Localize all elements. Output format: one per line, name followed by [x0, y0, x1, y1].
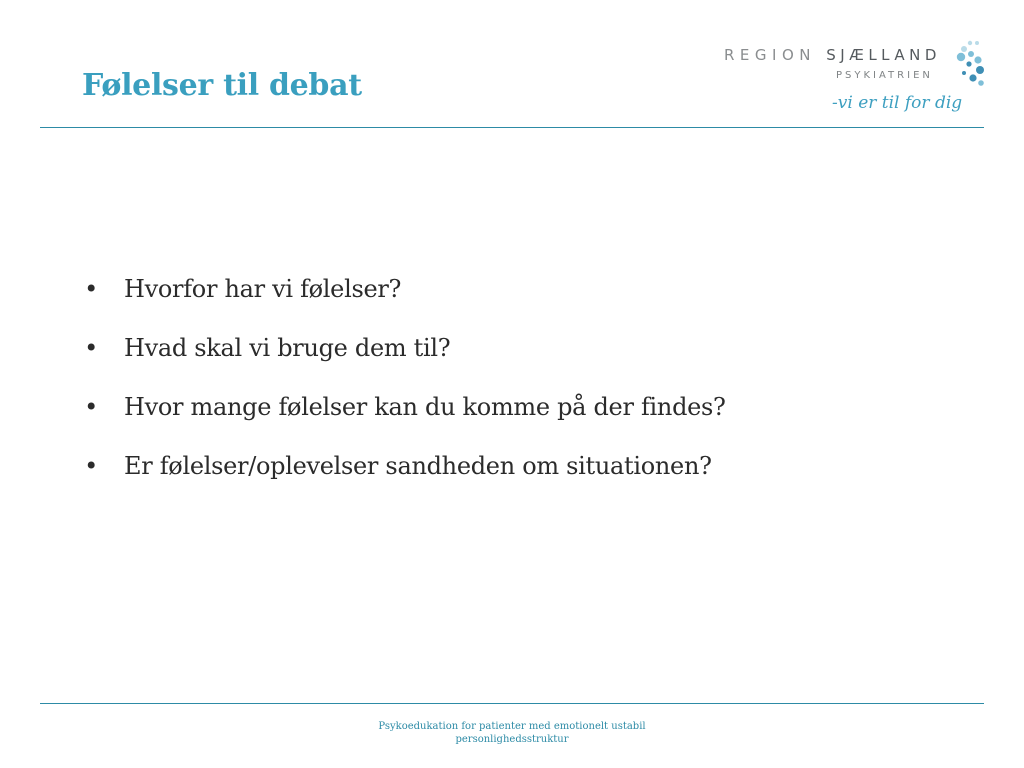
- logo-dot: [974, 56, 981, 63]
- logo-dot: [978, 80, 984, 86]
- bullet-text: Hvor mange følelser kan du komme på der findes?: [124, 393, 726, 421]
- logo-subtitle: PSYKIATRIEN: [836, 70, 933, 81]
- logo-dot: [968, 51, 974, 57]
- logo-dot: [966, 61, 971, 66]
- bullet-text: Hvorfor har vi følelser?: [124, 275, 402, 303]
- logo-dot: [976, 66, 984, 74]
- region-sjaelland-logo: [720, 36, 990, 128]
- bullet-text: Hvad skal vi bruge dem til?: [124, 334, 451, 362]
- logo-region-word: REGION: [724, 46, 816, 64]
- footer-line-2: personlighedsstruktur: [455, 734, 569, 745]
- bullet-text: Er følelser/oplevelser sandheden om situationen?: [124, 452, 712, 480]
- bullet-item: [84, 329, 726, 368]
- logo-dots-icon: [950, 38, 990, 94]
- bullet-item: [84, 388, 726, 427]
- slide-title: Følelser til debat: [82, 68, 362, 103]
- logo-dot: [957, 53, 965, 61]
- logo-dot: [961, 46, 967, 52]
- bullet-marker: •: [84, 334, 98, 362]
- logo-dot: [975, 41, 979, 45]
- logo-tagline: -vi er til for dig: [832, 93, 963, 113]
- header-divider: [40, 127, 984, 128]
- bullet-marker: •: [84, 452, 98, 480]
- bullet-marker: •: [84, 393, 98, 421]
- footer-line-1: Psykoedukation for patienter med emotionelt ustabil: [378, 721, 646, 732]
- logo-dot: [962, 71, 966, 75]
- footer-text: [312, 720, 712, 746]
- bullet-item: [84, 447, 726, 486]
- logo-sjaelland-word: SJÆLLAND: [826, 46, 941, 64]
- logo-dot: [969, 74, 976, 81]
- bullet-item: [84, 270, 726, 309]
- footer-divider: [40, 703, 984, 704]
- logo-dot: [968, 41, 972, 45]
- bullet-list: [84, 270, 726, 506]
- bullet-marker: •: [84, 275, 98, 303]
- logo-region-text: [724, 46, 941, 64]
